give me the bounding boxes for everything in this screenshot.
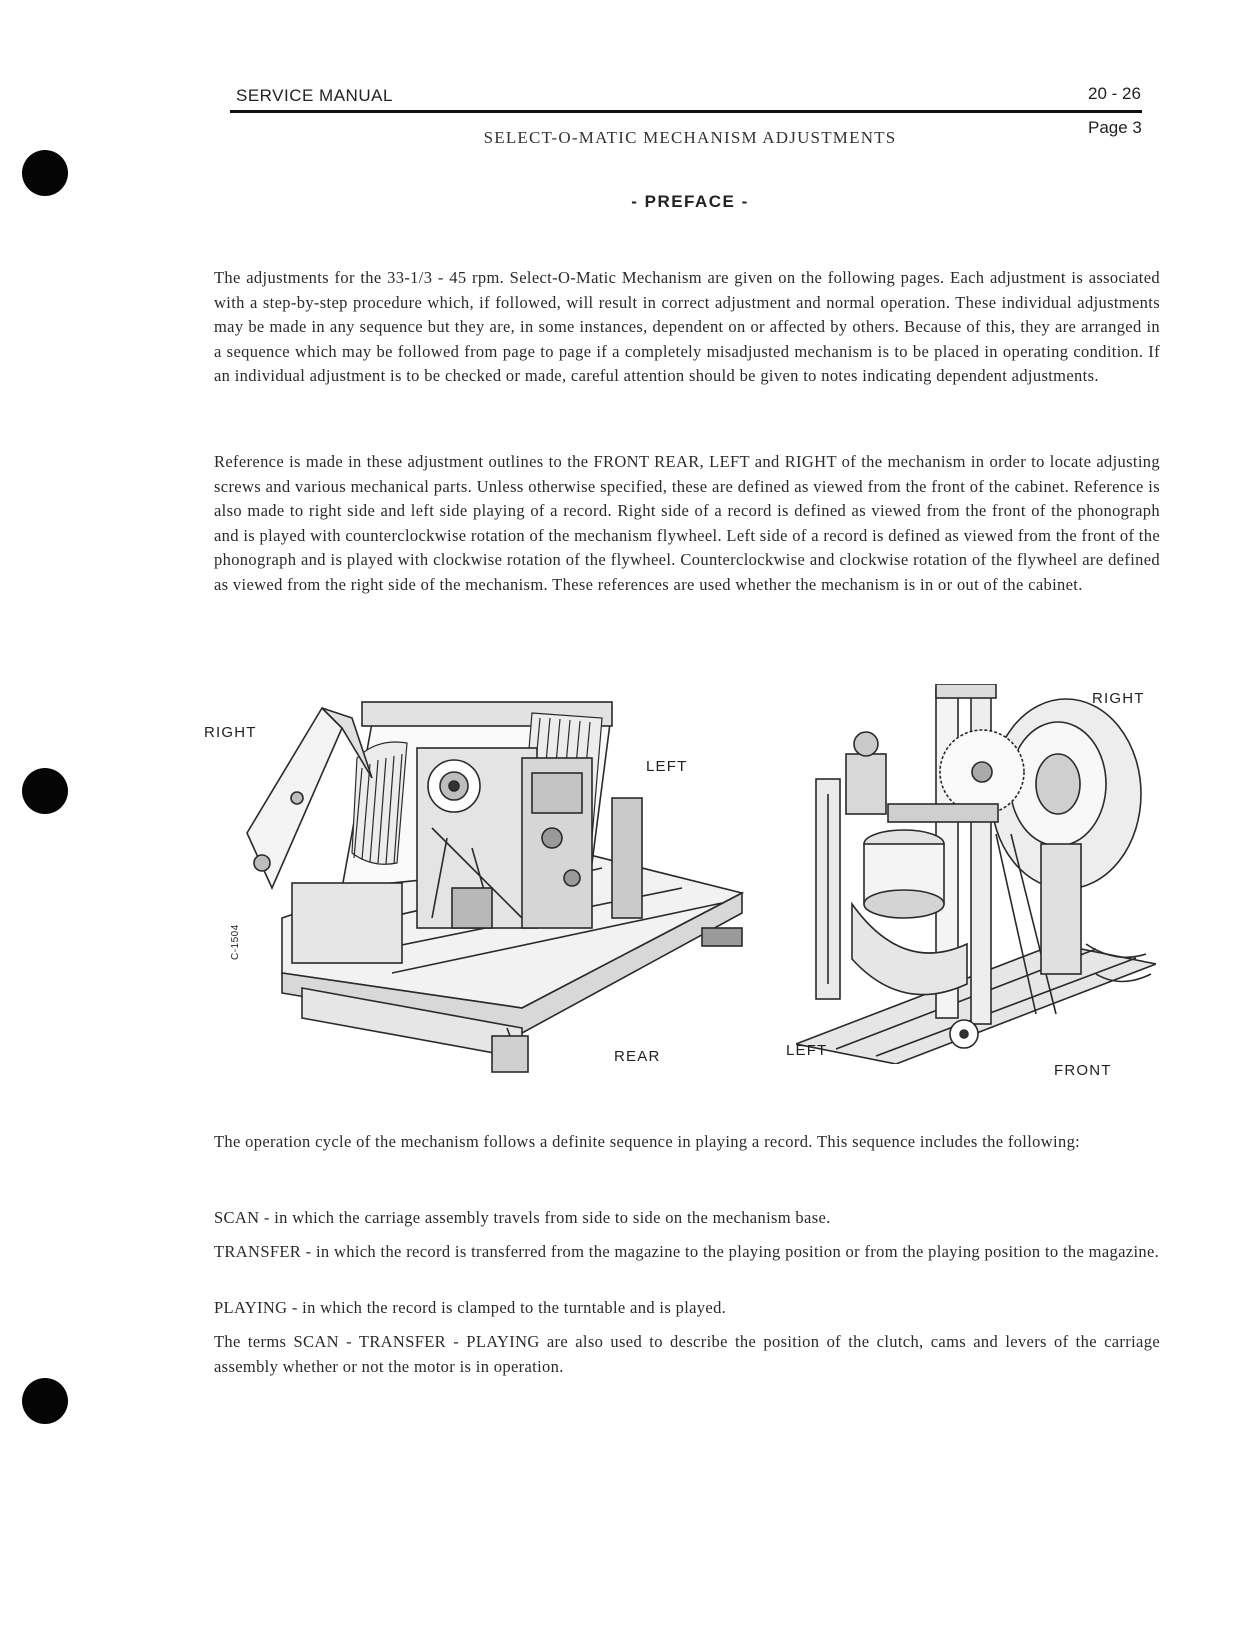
scan-term: SCAN xyxy=(214,1208,260,1227)
right-figure-label-left: LEFT xyxy=(786,1042,828,1059)
header-rule xyxy=(230,110,1142,113)
binder-hole-bottom xyxy=(22,1378,68,1424)
paragraph-references: Reference is made in these adjustment outlines to the FRONT REAR, LEFT and RIGHT of the mechanism in order to locate adjusting screws and various mechanical parts. Unless otherwise specified, these are defined as viewed from the front of the cabinet. Reference is also made to right side and left side playing of a record. Right side of a record is defined as viewed from the front of the phonograph and is played with counterclockwise rotation of the mechanism flywheel. Left side of a record is defined as viewed from the front of the phonograph and is played with clockwise rotation of the flywheel. Counterclockwise and clockwise rotation of the flywheel are defined as viewed from the right side of the mechanism. These references are used whether the mechanism is in or out of the cabinet. xyxy=(214,452,1160,594)
transfer-term: TRANSFER xyxy=(214,1242,302,1261)
section-number: 20 - 26 xyxy=(1088,84,1141,103)
preface-heading: - PREFACE - xyxy=(631,192,749,211)
right-figure-label-front: FRONT xyxy=(1054,1062,1112,1079)
scan-definition xyxy=(214,1206,1160,1231)
binder-hole-top xyxy=(22,150,68,196)
page-title: SELECT-O-MATIC MECHANISM ADJUSTMENTS xyxy=(483,128,897,147)
left-figure-label-right: RIGHT xyxy=(204,724,257,741)
playing-definition xyxy=(214,1296,1160,1321)
paragraph-adjustments: The adjustments for the 33-1/3 - 45 rpm. Select-O-Matic Mechanism are given on the following pages. Each adjustment is associated with a step-by-step procedure which, if followed, will result in correct adjustment and normal operation. These individual adjustments may be made in any sequence but they are, in some instances, dependent on or affected by others. Because of this, they are arranged in a sequence which may be followed from page to page if a completely misadjusted mechanism is to be placed in operating condition. If an individual adjustment is to be checked or made, careful attention should be given to notes indicating dependent adjustments. xyxy=(214,268,1160,385)
manual-header: SERVICE MANUAL xyxy=(236,86,393,105)
binder-hole-middle xyxy=(22,768,68,814)
playing-term: PLAYING xyxy=(214,1298,288,1317)
paragraph-operation-cycle: The operation cycle of the mechanism follows a definite sequence in playing a record. This sequence includes the following: xyxy=(214,1132,1081,1151)
scan-text: - in which the carriage assembly travels from side to side on the mechanism base. xyxy=(259,1208,831,1227)
transfer-text: - in which the record is transferred from the magazine to the playing position or from the playing position to the magazine. xyxy=(301,1242,1160,1261)
mechanism-rear-illustration xyxy=(222,688,752,1080)
playing-text: - in which the record is clamped to the turntable and is played. xyxy=(287,1298,727,1317)
mechanism-side-illustration xyxy=(796,684,1156,1064)
transfer-definition xyxy=(214,1240,1160,1265)
paragraph-terms: The terms SCAN - TRANSFER - PLAYING are also used to describe the position of the clutch, cams and levers of the carriage assembly whether or not the motor is in operation. xyxy=(214,1332,1160,1376)
figure-code: C-1504 xyxy=(230,924,241,960)
left-figure-label-rear: REAR xyxy=(614,1048,661,1065)
left-figure-label-left: LEFT xyxy=(646,758,688,775)
right-figure-label-right: RIGHT xyxy=(1092,690,1145,707)
page-number: Page 3 xyxy=(1088,118,1142,137)
